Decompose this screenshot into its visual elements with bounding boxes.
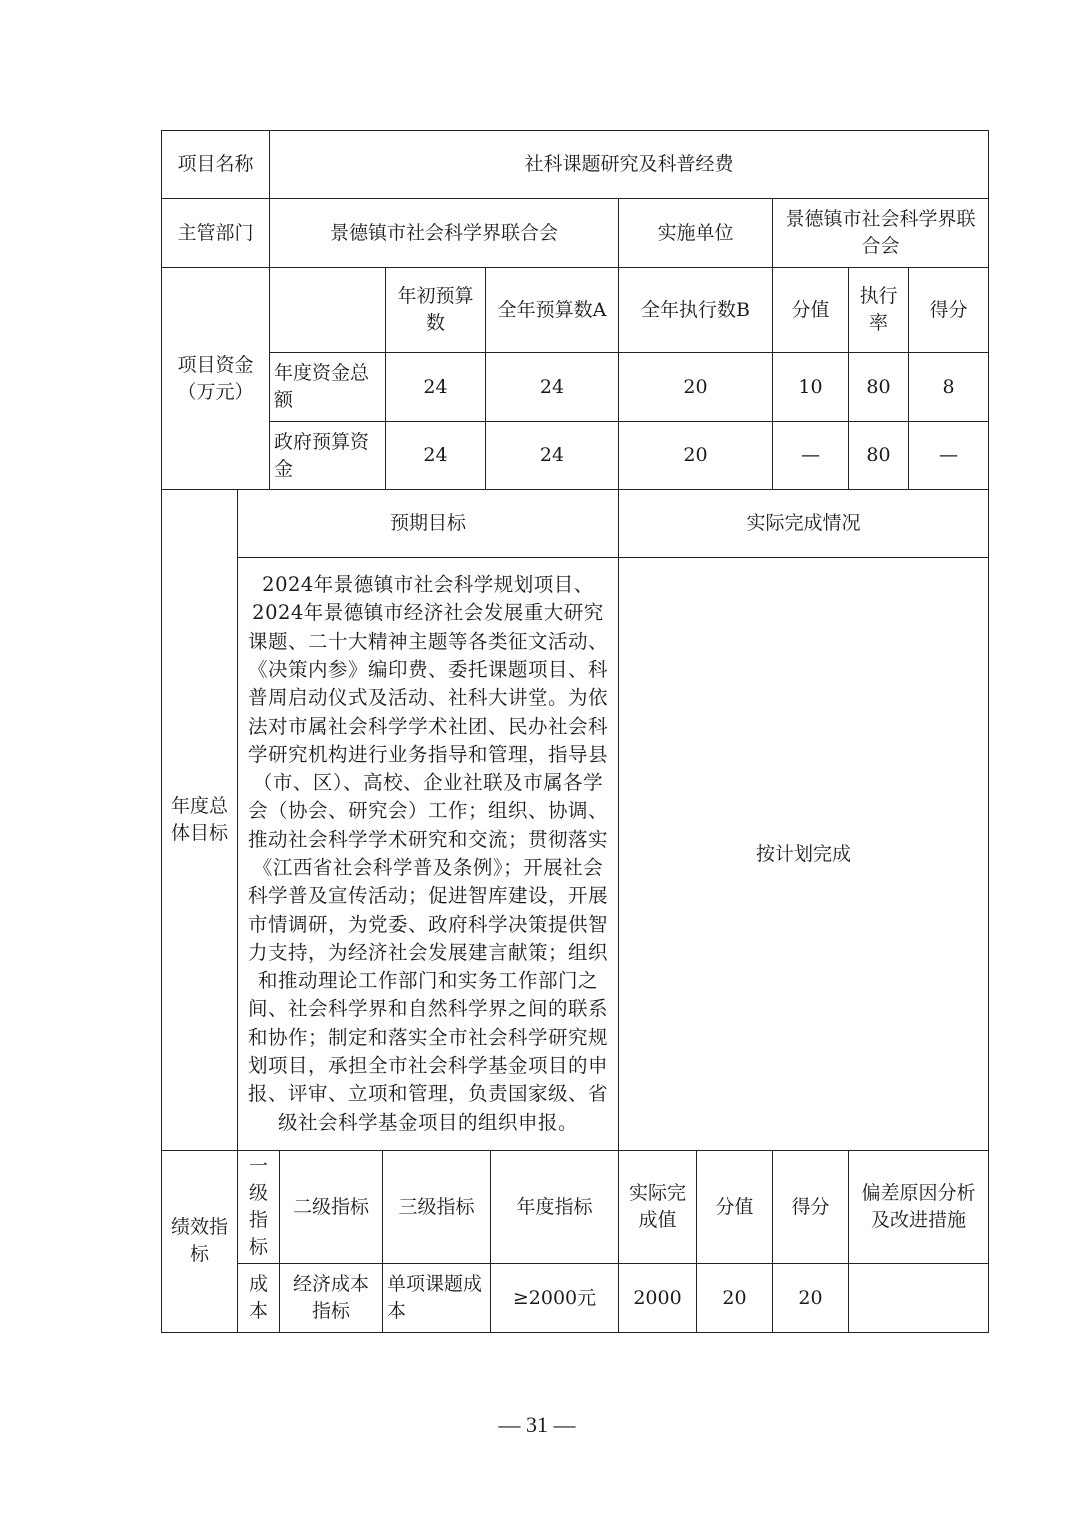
funds-header-executed: 全年执行数B [619, 268, 773, 353]
performance-table [161, 1150, 989, 1333]
funds-score-value: 10 [773, 353, 849, 422]
funds-row [162, 422, 989, 490]
expected-goal-header: 预期目标 [238, 490, 619, 558]
project-name-row [162, 131, 989, 199]
performance-row [162, 1264, 989, 1333]
actual-completion-header: 实际完成情况 [619, 490, 989, 558]
funds-score: — [909, 422, 989, 490]
implementing-unit-value: 景德镇市社会科学界联合会 [773, 199, 989, 268]
funds-executed: 20 [619, 353, 773, 422]
level3-value: 单项课题成本 [383, 1264, 491, 1333]
performance-header-row [162, 1151, 989, 1264]
funds-initial: 24 [386, 422, 486, 490]
annual-target-value: ≥2000元 [491, 1264, 619, 1333]
funds-header-annual: 全年预算数A [486, 268, 619, 353]
funds-header-blank [270, 268, 386, 353]
funds-annual: 24 [486, 422, 619, 490]
score: 20 [773, 1264, 849, 1333]
actual-completion-text: 按计划完成 [619, 558, 989, 1151]
funds-initial: 24 [386, 353, 486, 422]
header-level1: 一级指标 [238, 1151, 280, 1264]
funds-section-label: 项目资金（万元） [162, 268, 270, 490]
funds-header-score: 得分 [909, 268, 989, 353]
funds-score: 8 [909, 353, 989, 422]
department-row [162, 199, 989, 268]
funds-row-label: 年度资金总额 [270, 353, 386, 422]
performance-section-label: 绩效指标 [162, 1151, 238, 1333]
goals-header-row [162, 490, 989, 558]
funds-header-score-value: 分值 [773, 268, 849, 353]
department-value: 景德镇市社会科学界联合会 [270, 199, 619, 268]
actual-value: 2000 [619, 1264, 697, 1333]
funds-header-initial: 年初预算数 [386, 268, 486, 353]
header-level2: 二级指标 [280, 1151, 383, 1264]
level2-value: 经济成本指标 [280, 1264, 383, 1333]
page-number: — 31 — [498, 1412, 576, 1437]
department-label: 主管部门 [162, 199, 270, 268]
header-deviation: 偏差原因分析及改进措施 [849, 1151, 989, 1264]
score-value: 20 [697, 1264, 773, 1333]
deviation-value [849, 1264, 989, 1333]
annual-goals-table [161, 489, 989, 1151]
funds-row-label: 政府预算资金 [270, 422, 386, 490]
goals-section-label: 年度总体目标 [162, 490, 238, 1151]
level1-value: 成本 [238, 1264, 280, 1333]
funds-score-value: — [773, 422, 849, 490]
funds-header-rate: 执行率 [849, 268, 909, 353]
funds-annual: 24 [486, 353, 619, 422]
funds-header-row [162, 268, 989, 353]
funds-executed: 20 [619, 422, 773, 490]
funds-rate: 80 [849, 422, 909, 490]
project-name-label: 项目名称 [162, 131, 270, 199]
header-actual-value: 实际完成值 [619, 1151, 697, 1264]
goals-content-row [162, 558, 989, 1151]
implementing-unit-label: 实施单位 [619, 199, 773, 268]
funds-rate: 80 [849, 353, 909, 422]
project-info-table [161, 130, 989, 490]
header-level3: 三级指标 [383, 1151, 491, 1264]
expected-goal-text: 2024年景德镇市社会科学规划项目、2024年景德镇市经济社会发展重大研究课题、二十大精神主题等各类征文活动、《决策内参》编印费、委托课题项目、科普周启动仪式及活动、社科大讲堂。为依法对市属社会科学学术社团、民办社会科学研究机构进行业务指导和管理，指导县（市、区）、高校、企业社联及市属各学会（协会、研究会）工作；组织、协调、推动社会科学学术研究和交流；贯彻落实《江西省社会科学普及条例》；开展社会科学普及宣传活动；促进智库建设，开展市情调研，为党委、政府科学决策提供智力支持，为经济社会发展建言献策；组织和推动理论工作部门和实务工作部门之间、社会科学界和自然科学界之间的联系和协作；制定和落实全市社会科学研究规划项目，承担全市社会科学基金项目的申报、评审、立项和管理，负责国家级、省级社会科学基金项目的组织申报。 [238, 558, 619, 1151]
header-score: 得分 [773, 1151, 849, 1264]
funds-row [162, 353, 989, 422]
project-name-value: 社科课题研究及科普经费 [270, 131, 989, 199]
header-score-value: 分值 [697, 1151, 773, 1264]
header-annual-target: 年度指标 [491, 1151, 619, 1264]
